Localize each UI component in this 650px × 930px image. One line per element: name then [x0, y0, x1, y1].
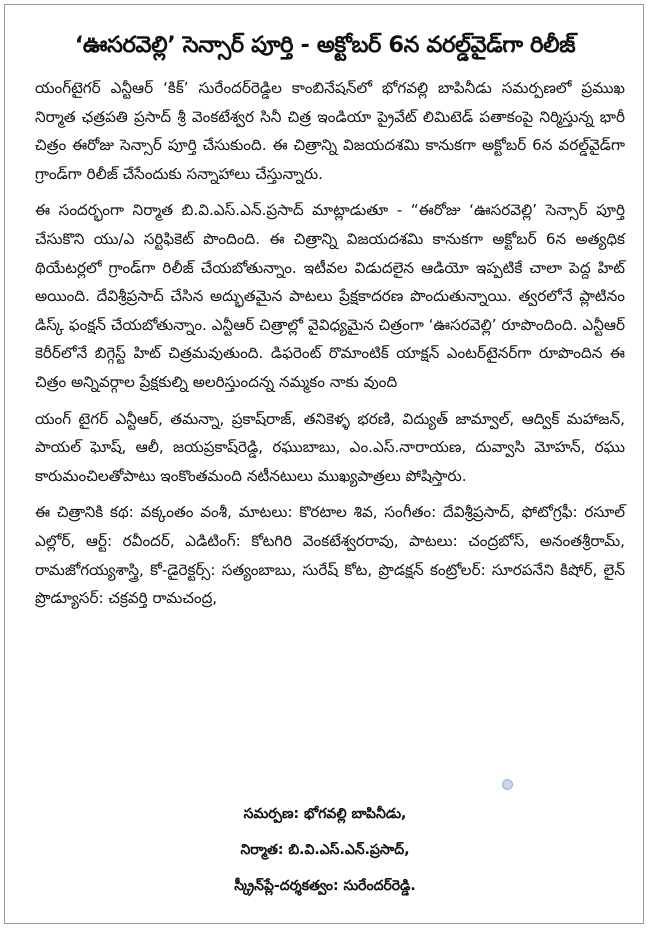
credit-presenter: సమర్పణ: భోగవల్లి బాపినీడు,: [243, 806, 407, 822]
paragraph-announcement: యంగ్‌టైగర్ ఎన్టీఆర్ ‘కిక్’ సురేందర్‌రెడ్డిల కాంబినేషన్‌లో భోగవల్లి బాపినీడు సమర్పణలో ప్రముఖ నిర్మాత ఛత్రపతి ప్రసాద్ శ్రీ వెంకటేశ్వర సినీ చిత్ర ఇండియా ప్రైవేట్ లిమిటెడ్ పతాకంపై నిర్మిస్తున్న భారీ చిత్రం ఈరోజు సెన్సార్ పూర్తి చేసుకుంది. ఈ చిత్రాన్ని విజయదశమి కానుకగా అక్టోబర్ 6న వరల్డ్‌వైడ్‌గా గ్రాండ్‌గా రిలీజ్ చేసేందుకు సన్నాహాలు చేస్తున్నారు.: [35, 79, 625, 183]
article-title: ‘ఊసరవెల్లి’ సెన్సార్ పూర్తి - అక్టోబర్ 6న వరల్డ్‌వైడ్‌గా రిలీజ్: [74, 32, 576, 58]
paragraph-cast: యంగ్ టైగర్ ఎన్టీఆర్, తమన్నా, ప్రకాష్‌రాజ్, తనికెళ్ళ భరణి, విద్యుత్ జామ్వాల్, ఆద్విక్ మహాజన్, పాయల్ ఘోష్, ఆలీ, జయప్రకాష్‌రెడ్డి, రఘుబాబు, ఎం.ఎస్.నారాయణ, దువ్వాసి మోహన్, రఘు కారుమంచిలతోపాటు ఇంకొంతమంది నటీనటులు ముఖ్యపాత్రలు పోషిస్తారు.: [35, 409, 625, 485]
paragraph-crew: ఈ చిత్రానికి కథ: వక్కంతం వంశీ, మాటలు: కొరటాల శివ, సంగీతం: దేవిశ్రీప్రసాద్, ఫోటోగ్రఫీ: రసూల్ ఎల్లోర్, ఆర్ట్: రవీందర్, ఎడిటింగ్: కోటగిరి వెంకటేశ్వరరావు, పాటలు: చంద్రబోస్, అనంతశ్రీరామ్, రామజోగయ్యశాస్త్రి, కో-డైరెక్టర్స్: సత్యంబాబు, సురేష్ కోట, ప్రొడక్షన్ కంట్రోలర్: సూరపనేని కిషోర్, లైన్ ప్రొడ్యూసర్: చక్రవర్తి రామచంద్ర,: [35, 503, 625, 608]
credit-producer: నిర్మాత: బి.వి.ఎస్.ఎన్.ప్రసాద్,: [240, 842, 410, 858]
credit-director: స్క్రీన్‌ప్లే-దర్శకత్వం: సురేందర్‌రెడ్డి.: [234, 878, 416, 894]
cursor-dot-icon: [502, 779, 513, 790]
paragraph-producer-quote: ఈ సందర్భంగా నిర్మాత బి.వి.ఎస్.ఎన్.ప్రసాద్ మాట్లాడుతూ - “ఈరోజు ‘ఊసరవెల్లి’ సెన్సార్ పూర్తి చేసుకొని యు/ఎ సర్టిఫికెట్ పొందింది. ఈ చిత్రాన్ని విజయదశమి కానుకగా అక్టోబర్ 6న అత్యధిక థియేటర్లలో గ్రాండ్‌గా రిలీజ్ చేయబోతున్నాం. ఇటీవల విడుదలైన ఆడియో ఇప్పటికే చాలా పెద్ద హిట్ అయింది. దేవిశ్రీప్రసాద్ చేసిన అద్భుతమైన పాటలు ప్రేక్షకాదరణ పొందుతున్నాయి. త్వరలోనే ప్లాటినం డిస్క్ ఫంక్షన్ చేయబోతున్నాం. ఎన్టీఆర్ చిత్రాల్లో వైవిధ్యమైన చిత్రంగా ‘ఊసరవెల్లి’ రూపొందింది. ఎన్టీఆర్ కెరీర్‌లోనే బిగ్గెస్ట్ హిట్ చిత్రమవుతుంది. డిఫరెంట్ రొమాంటిక్ యాక్షన్ ఎంటర్‌టైనర్‌గా రూపొందిన ఈ చిత్రం అన్నివర్గాల ప్రేక్షకుల్ని అలరిస్తుందన్న నమ్మకం నాకు వుంది: [35, 201, 625, 391]
article-body: [35, 74, 625, 621]
credits-block: [0, 796, 650, 904]
